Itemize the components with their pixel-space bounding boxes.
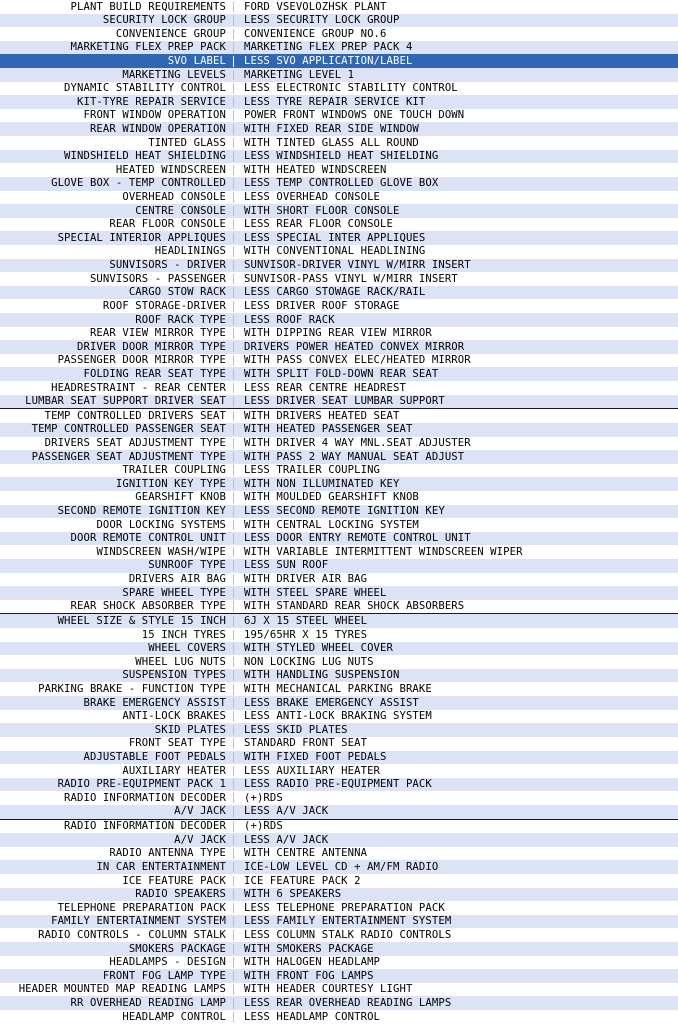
option-value-cell: LESS A/V JACK bbox=[233, 835, 678, 846]
option-value-cell: FORD VSEVOLOZHSK PLANT bbox=[233, 2, 678, 13]
option-value-cell: 195/65HR X 15 TYRES bbox=[233, 630, 678, 641]
option-name-cell: WINDSHIELD HEAT SHIELDING bbox=[64, 151, 226, 162]
option-name-cell: TELEPHONE PREPARATION PACK bbox=[57, 902, 226, 914]
option-name-cell: IN CAR ENTERTAINMENT bbox=[96, 861, 226, 873]
table-row[interactable] bbox=[0, 477, 678, 491]
table-row[interactable] bbox=[0, 464, 678, 478]
option-value-cell: WITH DIPPING REAR VIEW MIRROR bbox=[233, 328, 678, 339]
option-value-cell: LESS ROOF RACK bbox=[233, 315, 678, 326]
table-row[interactable] bbox=[0, 518, 678, 532]
option-name-cell: TINTED GLASS bbox=[148, 137, 226, 149]
table-row[interactable] bbox=[0, 14, 678, 28]
option-name-cell: HEADLAMPS - DESIGN bbox=[109, 957, 226, 968]
option-value-cell: WITH STANDARD REAR SHOCK ABSORBERS bbox=[233, 601, 678, 612]
option-name-cell: ADJUSTABLE FOOT PEDALS bbox=[83, 752, 226, 763]
option-value-cell: WITH CONVENTIONAL HEADLINING bbox=[233, 246, 678, 257]
option-value-cell: LESS RADIO PRE-EQUIPMENT PACK bbox=[233, 779, 678, 790]
table-row[interactable] bbox=[0, 819, 678, 834]
option-name-cell: SECURITY LOCK GROUP bbox=[102, 15, 226, 26]
table-row[interactable] bbox=[0, 408, 678, 423]
table-row[interactable] bbox=[0, 874, 678, 888]
table-row[interactable] bbox=[0, 82, 678, 96]
table-row[interactable] bbox=[0, 613, 678, 628]
option-name-cell: SMOKERS PACKAGE bbox=[128, 943, 226, 955]
option-value-cell: 6J X 15 STEEL WHEEL bbox=[233, 616, 678, 627]
option-value-cell: LESS FAMILY ENTERTAINMENT SYSTEM bbox=[233, 916, 678, 927]
option-value-cell: LESS DRIVER SEAT LUMBAR SUPPORT bbox=[233, 396, 678, 407]
option-value-cell: LESS REAR FLOOR CONSOLE bbox=[233, 219, 678, 230]
table-row[interactable] bbox=[0, 628, 678, 642]
table-row[interactable] bbox=[0, 204, 678, 218]
table-row[interactable] bbox=[0, 778, 678, 792]
option-name-cell: SUNVISORS - DRIVER bbox=[109, 260, 226, 271]
table-row[interactable] bbox=[0, 586, 678, 600]
option-name-cell: GEARSHIFT KNOB bbox=[135, 492, 226, 504]
option-name-cell: DOOR LOCKING SYSTEMS bbox=[96, 519, 226, 531]
option-name-cell: RADIO PRE-EQUIPMENT PACK 1 bbox=[57, 779, 226, 790]
table-row[interactable] bbox=[0, 710, 678, 724]
option-name-cell: WHEEL SIZE & STYLE 15 INCH bbox=[57, 615, 226, 627]
option-name-cell: HEADLAMP CONTROL bbox=[122, 1011, 226, 1023]
option-value-cell: LESS SKID PLATES bbox=[233, 725, 678, 736]
option-name-cell: HEADLININGS bbox=[154, 246, 226, 258]
option-value-cell: WITH TINTED GLASS ALL ROUND bbox=[233, 138, 678, 149]
table-row[interactable] bbox=[0, 354, 678, 368]
option-value-cell: POWER FRONT WINDOWS ONE TOUCH DOWN bbox=[233, 110, 678, 121]
option-value-cell: SUNVISOR-PASS VINYL W/MIRR INSERT bbox=[233, 274, 678, 285]
option-value-cell: LESS CARGO STOWAGE RACK/RAIL bbox=[233, 287, 678, 298]
option-name-cell: HEADER MOUNTED MAP READING LAMPS bbox=[18, 984, 226, 995]
table-row[interactable] bbox=[0, 381, 678, 395]
option-name-cell: REAR SHOCK ABSORBER TYPE bbox=[70, 601, 226, 612]
option-value-cell: LESS DOOR ENTRY REMOTE CONTROL UNIT bbox=[233, 533, 678, 544]
option-name-cell: OVERHEAD CONSOLE bbox=[122, 192, 226, 203]
option-value-cell: WITH MOULDED GEARSHIFT KNOB bbox=[233, 492, 678, 503]
option-name-cell: WHEEL LUG NUTS bbox=[135, 656, 226, 668]
option-value-cell: WITH HANDLING SUSPENSION bbox=[233, 670, 678, 681]
table-row[interactable] bbox=[0, 723, 678, 737]
table-row[interactable] bbox=[0, 505, 678, 519]
table-row[interactable] bbox=[0, 860, 678, 874]
option-name-cell: RADIO CONTROLS - COLUMN STALK bbox=[38, 929, 226, 941]
option-name-cell: TRAILER COUPLING bbox=[122, 465, 226, 476]
option-name-cell: SPARE WHEEL TYPE bbox=[122, 587, 226, 599]
table-row[interactable] bbox=[0, 423, 678, 437]
table-row[interactable] bbox=[0, 573, 678, 587]
option-value-cell: WITH FRONT FOG LAMPS bbox=[233, 971, 678, 982]
table-row[interactable] bbox=[0, 996, 678, 1010]
option-name-cell: BRAKE EMERGENCY ASSIST bbox=[83, 697, 226, 709]
option-name-cell: ANTI-LOCK BRAKES bbox=[122, 711, 226, 722]
option-name-cell: FAMILY ENTERTAINMENT SYSTEM bbox=[51, 916, 226, 927]
table-row[interactable] bbox=[0, 764, 678, 778]
table-row[interactable] bbox=[0, 915, 678, 929]
option-value-cell: (+)RDS bbox=[233, 821, 678, 832]
table-row[interactable] bbox=[0, 655, 678, 669]
table-row[interactable] bbox=[0, 450, 678, 464]
table-row[interactable] bbox=[0, 642, 678, 656]
option-value-cell: LESS COLUMN STALK RADIO CONTROLS bbox=[233, 930, 678, 941]
option-value-cell: WITH PASS CONVEX ELEC/HEATED MIRROR bbox=[233, 355, 678, 366]
option-value-cell: WITH FIXED FOOT PEDALS bbox=[233, 752, 678, 763]
option-name-cell: A/V JACK bbox=[174, 834, 226, 846]
option-value-cell: WITH FIXED REAR SIDE WINDOW bbox=[233, 124, 678, 135]
option-value-cell: LESS REAR CENTRE HEADREST bbox=[233, 383, 678, 394]
option-name-cell: 15 INCH TYRES bbox=[141, 629, 226, 641]
option-name-cell: FRONT WINDOW OPERATION bbox=[83, 110, 226, 121]
option-name-cell: SPECIAL INTERIOR APPLIQUES bbox=[57, 232, 226, 244]
option-name-cell: REAR FLOOR CONSOLE bbox=[109, 219, 226, 230]
option-name-cell: PASSENGER SEAT ADJUSTMENT TYPE bbox=[31, 451, 226, 463]
option-value-cell: LESS BRAKE EMERGENCY ASSIST bbox=[233, 698, 678, 709]
option-value-cell: MARKETING FLEX PREP PACK 4 bbox=[233, 42, 678, 53]
option-value-cell: SUNVISOR-DRIVER VINYL W/MIRR INSERT bbox=[233, 260, 678, 271]
table-row[interactable] bbox=[0, 682, 678, 696]
option-value-cell: LESS TRAILER COUPLING bbox=[233, 465, 678, 476]
table-row[interactable] bbox=[0, 833, 678, 847]
table-row[interactable] bbox=[0, 791, 678, 805]
option-name-cell: RADIO INFORMATION DECODER bbox=[64, 792, 226, 804]
option-value-cell: WITH STEEL SPARE WHEEL bbox=[233, 588, 678, 599]
table-row[interactable] bbox=[0, 150, 678, 164]
option-value-cell: LESS REAR OVERHEAD READING LAMPS bbox=[233, 998, 678, 1009]
table-row[interactable] bbox=[0, 669, 678, 683]
option-name-cell: RR OVERHEAD READING LAMP bbox=[70, 997, 226, 1009]
table-row[interactable] bbox=[0, 969, 678, 983]
option-value-cell: WITH PASS 2 WAY MANUAL SEAT ADJUST bbox=[233, 452, 678, 463]
option-name-cell: FRONT FOG LAMP TYPE bbox=[102, 970, 226, 982]
table-row[interactable] bbox=[0, 27, 678, 41]
option-name-cell: PARKING BRAKE - FUNCTION TYPE bbox=[38, 683, 226, 695]
option-name-cell: PASSENGER DOOR MIRROR TYPE bbox=[57, 355, 226, 366]
option-name-cell: IGNITION KEY TYPE bbox=[115, 478, 226, 490]
option-value-cell: WITH STYLED WHEEL COVER bbox=[233, 643, 678, 654]
option-name-cell: CARGO STOW RACK bbox=[128, 287, 226, 298]
table-row[interactable] bbox=[0, 313, 678, 327]
table-row[interactable] bbox=[0, 942, 678, 956]
option-value-cell: CONVENIENCE GROUP NO.6 bbox=[233, 29, 678, 40]
table-row[interactable] bbox=[0, 109, 678, 123]
option-name-cell: REAR VIEW MIRROR TYPE bbox=[89, 328, 226, 339]
table-row[interactable] bbox=[0, 340, 678, 354]
option-value-cell: LESS ANTI-LOCK BRAKING SYSTEM bbox=[233, 711, 678, 722]
table-row[interactable] bbox=[0, 737, 678, 751]
table-row-selected[interactable] bbox=[0, 54, 678, 68]
option-value-cell: WITH HEADER COURTESY LIGHT bbox=[233, 984, 678, 995]
table-row[interactable] bbox=[0, 41, 678, 55]
table-row[interactable] bbox=[0, 983, 678, 997]
option-name-cell: LUMBAR SEAT SUPPORT DRIVER SEAT bbox=[25, 396, 226, 407]
option-name-cell: SUSPENSION TYPES bbox=[122, 670, 226, 681]
option-name-cell: MARKETING LEVELS bbox=[122, 69, 226, 81]
option-name-cell: WHEEL COVERS bbox=[148, 643, 226, 654]
table-row[interactable] bbox=[0, 95, 678, 109]
option-value-cell: LESS ELECTRONIC STABILITY CONTROL bbox=[233, 83, 678, 94]
table-row[interactable] bbox=[0, 437, 678, 451]
table-row[interactable] bbox=[0, 600, 678, 614]
option-value-cell: DRIVERS POWER HEATED CONVEX MIRROR bbox=[233, 342, 678, 353]
table-row[interactable] bbox=[0, 163, 678, 177]
option-name-cell: ROOF STORAGE-DRIVER bbox=[102, 300, 226, 312]
option-name-cell: DRIVERS AIR BAG bbox=[128, 574, 226, 585]
table-row[interactable] bbox=[0, 177, 678, 191]
option-value-cell: LESS TYRE REPAIR SERVICE KIT bbox=[233, 97, 678, 108]
option-value-cell: LESS WINDSHIELD HEAT SHIELDING bbox=[233, 151, 678, 162]
option-value-cell: WITH DRIVER 4 WAY MNL.SEAT ADJUSTER bbox=[233, 438, 678, 449]
table-row[interactable] bbox=[0, 805, 678, 819]
option-value-cell: LESS OVERHEAD CONSOLE bbox=[233, 192, 678, 203]
table-row[interactable] bbox=[0, 122, 678, 136]
option-name-cell: ICE FEATURE PACK bbox=[122, 875, 226, 887]
option-name-cell: WINDSCREEN WASH/WIPE bbox=[96, 546, 226, 558]
option-value-cell: WITH HEATED PASSENGER SEAT bbox=[233, 424, 678, 435]
option-name-cell: AUXILIARY HEATER bbox=[122, 765, 226, 777]
option-name-cell: A/V JACK bbox=[174, 806, 226, 818]
option-value-cell: ICE FEATURE PACK 2 bbox=[233, 876, 678, 887]
option-value-cell: NON LOCKING LUG NUTS bbox=[233, 657, 678, 668]
table-row[interactable] bbox=[0, 136, 678, 150]
option-value-cell: WITH 6 SPEAKERS bbox=[233, 889, 678, 900]
table-row[interactable] bbox=[0, 367, 678, 381]
option-value-cell: WITH VARIABLE INTERMITTENT WINDSCREEN WIPER bbox=[233, 547, 678, 558]
option-value-cell: LESS SECURITY LOCK GROUP bbox=[233, 15, 678, 26]
option-value-cell: STANDARD FRONT SEAT bbox=[233, 738, 678, 749]
option-value-cell: WITH NON ILLUMINATED KEY bbox=[233, 479, 678, 490]
table-row[interactable] bbox=[0, 327, 678, 341]
option-value-cell: (+)RDS bbox=[233, 793, 678, 804]
option-value-cell: LESS DRIVER ROOF STORAGE bbox=[233, 301, 678, 312]
table-row[interactable] bbox=[0, 299, 678, 313]
table-row[interactable] bbox=[0, 286, 678, 300]
table-row[interactable] bbox=[0, 956, 678, 970]
option-name-cell: SUNROOF TYPE bbox=[148, 560, 226, 572]
option-name-cell: RADIO INFORMATION DECODER bbox=[64, 821, 226, 832]
table-row[interactable] bbox=[0, 847, 678, 861]
option-name-cell: MARKETING FLEX PREP PACK bbox=[70, 42, 226, 53]
option-value-cell: WITH SHORT FLOOR CONSOLE bbox=[233, 206, 678, 217]
option-value-cell: ICE-LOW LEVEL CD + AM/FM RADIO bbox=[233, 862, 678, 873]
table-row[interactable] bbox=[0, 231, 678, 245]
option-name-cell: PLANT BUILD REQUIREMENTS bbox=[70, 1, 226, 13]
option-name-cell: DOOR REMOTE CONTROL UNIT bbox=[70, 533, 226, 544]
option-value-cell: LESS SVO APPLICATION/LABEL bbox=[233, 56, 678, 67]
option-value-cell: WITH SMOKERS PACKAGE bbox=[233, 944, 678, 955]
option-name-cell: SUNVISORS - PASSENGER bbox=[89, 273, 226, 285]
option-value-cell: WITH CENTRAL LOCKING SYSTEM bbox=[233, 520, 678, 531]
option-value-cell: LESS SPECIAL INTER APPLIQUES bbox=[233, 233, 678, 244]
table-row[interactable] bbox=[0, 191, 678, 205]
table-row[interactable] bbox=[0, 545, 678, 559]
table-row[interactable] bbox=[0, 901, 678, 915]
option-name-cell: CONVENIENCE GROUP bbox=[115, 28, 226, 40]
option-value-cell: WITH DRIVER AIR BAG bbox=[233, 574, 678, 585]
option-value-cell: LESS SUN ROOF bbox=[233, 560, 678, 571]
option-value-cell: WITH MECHANICAL PARKING BRAKE bbox=[233, 684, 678, 695]
table-row[interactable] bbox=[0, 928, 678, 942]
table-row[interactable] bbox=[0, 0, 678, 14]
table-row[interactable] bbox=[0, 751, 678, 765]
table-row[interactable] bbox=[0, 68, 678, 82]
table-row[interactable] bbox=[0, 696, 678, 710]
option-value-cell: WITH DRIVERS HEATED SEAT bbox=[233, 411, 678, 422]
option-name-cell: TEMP CONTROLLED PASSENGER SEAT bbox=[31, 424, 226, 435]
option-value-cell: LESS SECOND REMOTE IGNITION KEY bbox=[233, 506, 678, 517]
option-name-cell: REAR WINDOW OPERATION bbox=[89, 123, 226, 135]
option-name-cell: DYNAMIC STABILITY CONTROL bbox=[64, 83, 226, 94]
option-value-cell: LESS TEMP CONTROLLED GLOVE BOX bbox=[233, 178, 678, 189]
option-name-cell: TEMP CONTROLLED DRIVERS SEAT bbox=[44, 410, 226, 422]
table-row[interactable] bbox=[0, 491, 678, 505]
option-value-cell: WITH HALOGEN HEADLAMP bbox=[233, 957, 678, 968]
option-value-cell: MARKETING LEVEL 1 bbox=[233, 70, 678, 81]
option-name-cell: HEATED WINDSCREEN bbox=[115, 164, 226, 176]
table-row[interactable] bbox=[0, 245, 678, 259]
table-row[interactable] bbox=[0, 272, 678, 286]
option-value-cell: WITH CENTRE ANTENNA bbox=[233, 848, 678, 859]
table-row[interactable] bbox=[0, 395, 678, 409]
table-row[interactable] bbox=[0, 1010, 678, 1024]
option-name-cell: SKID PLATES bbox=[154, 724, 226, 736]
option-value-cell: LESS A/V JACK bbox=[233, 806, 678, 817]
option-name-cell: RADIO ANTENNA TYPE bbox=[109, 848, 226, 859]
table-row[interactable] bbox=[0, 259, 678, 273]
option-value-cell: LESS HEADLAMP CONTROL bbox=[233, 1012, 678, 1023]
option-name-cell: RADIO SPEAKERS bbox=[135, 889, 226, 900]
option-value-cell: WITH SPLIT FOLD-DOWN REAR SEAT bbox=[233, 369, 678, 380]
option-value-cell: LESS AUXILIARY HEATER bbox=[233, 766, 678, 777]
option-name-cell: CENTRE CONSOLE bbox=[135, 205, 226, 217]
option-name-cell: DRIVER DOOR MIRROR TYPE bbox=[77, 341, 226, 353]
option-name-cell: SECOND REMOTE IGNITION KEY bbox=[57, 506, 226, 517]
table-row[interactable] bbox=[0, 888, 678, 902]
option-value-cell: WITH HEATED WINDSCREEN bbox=[233, 165, 678, 176]
option-name-cell: HEADRESTRAINT - REAR CENTER bbox=[51, 382, 226, 394]
table-row[interactable] bbox=[0, 559, 678, 573]
option-value-cell: LESS TELEPHONE PREPARATION PACK bbox=[233, 903, 678, 914]
table-row[interactable] bbox=[0, 532, 678, 546]
option-name-cell: DRIVERS SEAT ADJUSTMENT TYPE bbox=[44, 438, 226, 449]
option-name-cell: SVO LABEL bbox=[167, 55, 226, 67]
option-name-cell: ROOF RACK TYPE bbox=[135, 314, 226, 326]
option-name-cell: FRONT SEAT TYPE bbox=[128, 738, 226, 749]
option-name-cell: FOLDING REAR SEAT TYPE bbox=[83, 368, 226, 380]
option-name-cell: KIT-TYRE REPAIR SERVICE bbox=[77, 96, 226, 108]
table-row[interactable] bbox=[0, 218, 678, 232]
option-name-cell: GLOVE BOX - TEMP CONTROLLED bbox=[51, 178, 226, 190]
